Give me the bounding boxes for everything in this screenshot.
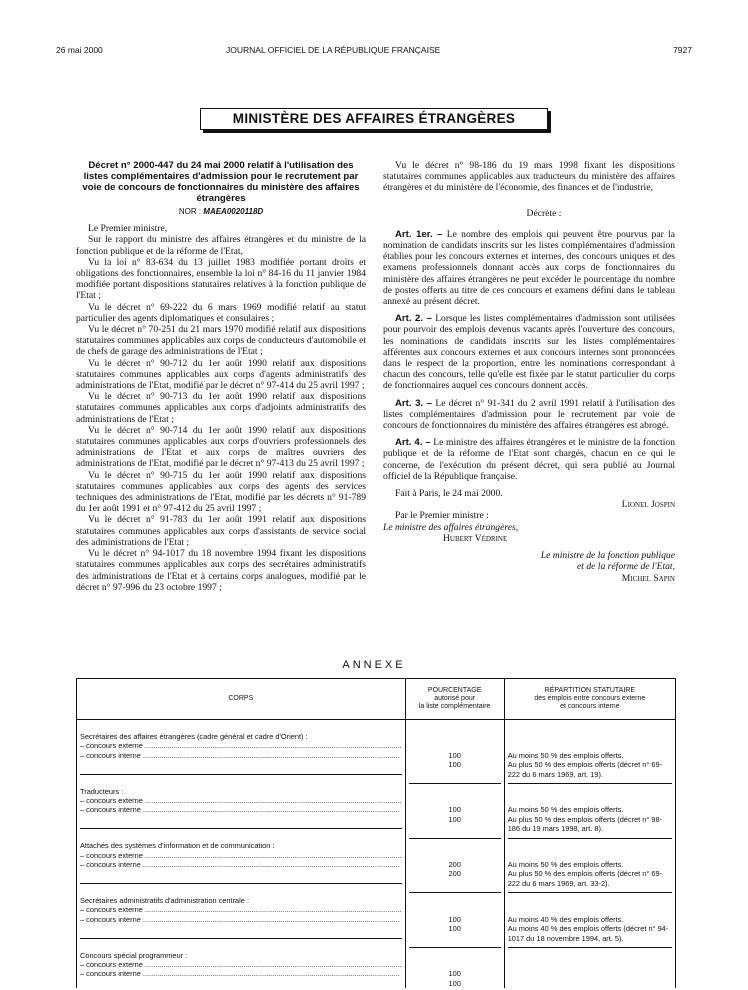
- article-text: Le décret n° 91-341 du 2 avril 1991 relatif à l'utilisation des listes complémentaires d'admission pour le recrutement par voie de concours de fonctionnaires du ministère des affaires étrangères est abrogé.: [383, 397, 675, 432]
- ministry-title: MINISTÈRE DES AFFAIRES ÉTRANGÈRES: [200, 108, 548, 130]
- rep-value: Au plus 50 % des emplois offerts (décret n° 69-222 du 6 mars 1969, art. 19).: [507, 760, 663, 779]
- pm-signature: Lionel Jospin: [621, 499, 675, 511]
- visa-paragraph: Sur le rapport du ministre des affaires étrangères et du ministre de la fonction publique et de la réforme de l'Etat,: [76, 234, 366, 257]
- fait-a-paris: Fait à Paris, le 24 mai 2000.: [395, 488, 503, 500]
- header-page-number: 7927: [673, 45, 692, 55]
- row-label: – concours externe .....: [80, 905, 402, 914]
- pct-value: 100: [448, 978, 461, 988]
- decree-title: Décret n° 2000-447 du 24 mai 2000 relatif à l'utilisation des listes complémentaires d'admission pour le recrutement par voie de concours de fonctionnaires du ministère des affaires étrangères: [82, 160, 360, 204]
- pct-value: 100: [448, 924, 461, 934]
- header-date: 26 mai 2000: [56, 45, 103, 55]
- row-label: – concours interne .....: [80, 751, 402, 760]
- visa-paragraph: Vu le décret n° 94-1017 du 18 novembre 1994 fixant les dispositions statutaires communes applicables aux corps des secrétaires administratifs des administrations de l'Etat et à certains corps analogues, modifié par le décret n° 97-996 du 23 octobre 1997 ;: [76, 548, 366, 593]
- visa-paragraph: Vu le décret n° 91-783 du 1er août 1991 relatif aux dispositions statutaires communes applicables aux corps d'assistants de service social des administrations de l'Etat ;: [76, 514, 366, 548]
- section-divider: [80, 774, 402, 775]
- annexe-table: [76, 678, 676, 988]
- row-label: – concours externe .....: [80, 960, 402, 969]
- nor-code: MAEA0020118D: [203, 207, 264, 216]
- pourcentage-cell: [405, 720, 504, 989]
- row-label: – concours interne .....: [80, 969, 402, 978]
- article-4: [383, 437, 675, 482]
- table-row: [77, 720, 676, 989]
- rep-value: Au plus 50 % des emplois offerts (décret n° 69-222 du 6 mars 1969, art. 33-2).: [507, 869, 663, 888]
- decrete-heading: Décrète :: [526, 207, 562, 219]
- col-header-repartition: RÉPARTITION STATUTAIRE des emplois entre concours externe et concours interne: [504, 679, 675, 720]
- article-text: Le nombre des emplois qui peuvent être pourvus par la nomination de candidats inscrits sur les listes complémentaires d'admission établies pour les concours externes et internes, des concours uniques et des examens professionnels donnant accès aux corps de fonctionnaires du ministère des affaires étrangères ne peut excéder le pourcentage du nombre de postes offerts au titre de ces concours et examens défini dans le tableau annexé au présent décret.: [383, 228, 675, 308]
- visa-paragraph: Vu le décret n° 90-713 du 1er août 1990 relatif aux dispositions statutaires communes applicables aux corps d'adjoints administratifs des administrations de l'Etat ;: [76, 391, 366, 425]
- section-divider: [80, 883, 402, 884]
- col-header-corps: CORPS: [77, 679, 406, 720]
- pct-value: 100: [448, 805, 461, 815]
- article-text: Lorsque les listes complémentaires d'admission sont utilisées pour pourvoir des emplois devenus vacants après l'ouverture des concours, les nominations de candidats inscrits sur les listes complémentaires afférentes aux concours externes et aux concours internes sont prononcées dans le respect de la proportion, entre les nominations correspondant à chacun des concours, telle qu'elle est fixée par le statut particulier du corps de fonctionnaires auquel ces concours donnent accès.: [383, 313, 675, 392]
- row-label: – concours externe .....: [80, 796, 402, 805]
- rep-value: Au moins 50 % des emplois offerts.: [507, 860, 624, 870]
- minister-1-role: Le ministre des affaires étrangères,: [383, 521, 519, 533]
- section-title: Secrétaires administratifs d'administration centrale :: [80, 895, 250, 905]
- nor-line: [76, 206, 366, 217]
- pct-value: 200: [448, 860, 461, 870]
- section-title: Attachés des systèmes d'information et de communication :: [80, 841, 275, 851]
- right-column: [383, 160, 675, 584]
- pct-value: 100: [448, 814, 461, 824]
- visa-paragraph: Vu le décret n° 98-186 du 19 mars 1998 fixant les dispositions statutaires communes applicables aux traducteurs du ministère des affaires étrangères et du ministère de l'économie, des finances et de l'industrie,: [383, 160, 675, 194]
- repartition-cell: [504, 720, 675, 989]
- page-header: [56, 45, 692, 59]
- visa-paragraph: Vu le décret n° 70-251 du 21 mars 1970 modifié relatif aux dispositions statutaires communes applicables aux corps de conducteurs d'automobile et de chefs de garage des administrations de l'Etat ;: [76, 324, 366, 358]
- visa-paragraph: Vu le décret n° 90-712 du 1er août 1990 relatif aux dispositions statutaires communes applicables aux corps d'agents administratifs des administrations de l'Etat, modifié par le décret n° 97-414 du 25 avril 1997 ;: [76, 357, 366, 392]
- article-1: [383, 229, 675, 307]
- article-2: [383, 313, 675, 391]
- minister-2-role-line-2: et de la réforme de l'Etat,: [577, 561, 675, 573]
- annexe-title: ANNEXE: [342, 659, 406, 671]
- nor-label: NOR :: [178, 207, 202, 216]
- article-label: Art. 3. –: [395, 397, 433, 409]
- minister-2-name: Michel Sapin: [621, 572, 675, 584]
- visa-paragraph: Vu la loi n° 83-634 du 13 juillet 1983 modifiée portant droits et obligations des fonctionnaires, ensemble la loi n° 84-16 du 11 janvier 1984 modifiée portant dispositions statutaires relatives à la fonction publique de l'Etat ;: [76, 256, 366, 302]
- pct-value: 100: [448, 914, 461, 924]
- section-divider: [80, 938, 402, 939]
- table-header-row: [77, 679, 676, 720]
- section-title: Concours spécial programmeur :: [80, 950, 188, 960]
- rep-value: Au moins 50 % des emplois offerts.: [507, 750, 624, 760]
- corps-cell: [77, 720, 406, 989]
- minister-2-role-line-1: Le ministre de la fonction publique: [540, 550, 675, 562]
- article-3: [383, 398, 675, 432]
- pct-value: 100: [448, 750, 461, 760]
- rep-value: Au moins 40 % des emplois offerts.: [507, 914, 624, 924]
- row-label: – concours interne .....: [80, 805, 402, 814]
- row-label: – concours externe .....: [80, 741, 402, 750]
- visa-paragraph: Vu le décret n° 90-714 du 1er août 1990 relatif aux dispositions statutaires communes applicables aux corps d'ouvriers professionnels des administrations de l'Etat et aux corps de maîtres ouvriers des administrations de l'Etat, modifié par le décret n° 97-413 du 25 avril 1997 ;: [76, 424, 366, 470]
- section-title: Secrétaires des affaires étrangères (cadre général et cadre d'Orient) :: [80, 732, 308, 741]
- pct-value: 200: [448, 869, 461, 879]
- decree-intro: Le Premier ministre,: [88, 223, 168, 235]
- par-premier-ministre: Par le Premier ministre :: [395, 510, 489, 522]
- left-column: [76, 160, 366, 593]
- minister-2-block: [383, 550, 675, 584]
- pct-value: 100: [448, 760, 461, 770]
- section-title: Traducteurs :: [80, 786, 124, 796]
- visa-paragraph: Vu le décret n° 69-222 du 6 mars 1969 modifié relatif au statut particulier des agents diplomatiques et consulaires ;: [76, 301, 366, 324]
- pct-value: 100: [448, 969, 461, 979]
- header-journal: JOURNAL OFFICIEL DE LA RÉPUBLIQUE FRANÇAISE: [226, 45, 441, 55]
- article-label: Art. 2. –: [395, 313, 432, 325]
- rep-value: Au plus 50 % des emplois offerts (décret n° 98-186 du 19 mars 1998, art. 8).: [507, 814, 663, 834]
- rep-value: Au moins 40 % des emplois offerts (décret n° 94-1017 du 18 novembre 1994, art. 5).: [507, 924, 669, 943]
- rep-value: Au moins 50 % des emplois offerts.: [507, 805, 624, 815]
- row-label: – concours interne .....: [80, 860, 402, 869]
- minister-1-name: Hubert Védrine: [443, 532, 508, 544]
- section-divider: [80, 828, 402, 829]
- article-label: Art. 4. –: [395, 437, 431, 449]
- article-label: Art. 1er. –: [395, 228, 443, 240]
- col-header-pourcentage: POURCENTAGE autorisé pour la liste complémentaire: [405, 679, 504, 720]
- visa-paragraph: Vu le décret n° 90-715 du 1er août 1990 relatif aux dispositions statutaires communes applicables aux corps des agents des services techniques des administrations de l'Etat, modifié par les décrets n° 91-789 du 1er août 1991 et n° 97-412 du 25 avril 1997 ;: [76, 469, 366, 515]
- row-label: – concours interne .....: [80, 915, 402, 924]
- row-label: – concours externe .....: [80, 851, 402, 860]
- article-text: Le ministre des affaires étrangères et le ministre de la fonction publique et de la réforme de l'Etat sont chargés, chacun en ce qui le concerne, de l'exécution du présent décret, qui sera publié au Journal officiel de la République française.: [383, 437, 675, 482]
